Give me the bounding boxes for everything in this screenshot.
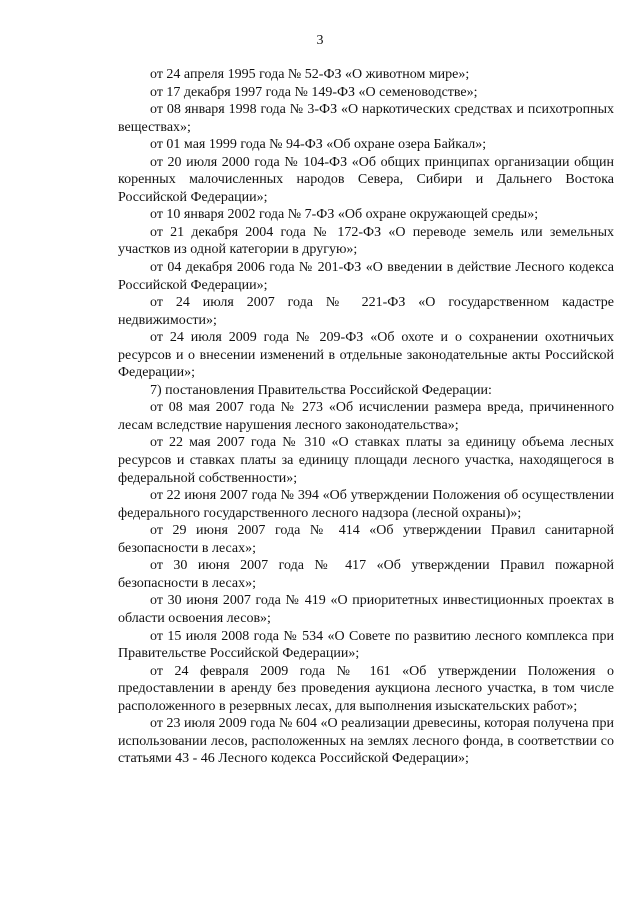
paragraph-decree-273: от 08 мая 2007 года № 273 «Об исчислении размера вреда, причиненного лесам вследствие нарушения лесного законодательства»; <box>118 400 614 433</box>
paragraph-decree-414: от 29 июня 2007 года № 414 «Об утверждении Правил санитарной безопасности в лесах»; <box>118 523 614 556</box>
paragraph-law-narcotics: от 08 января 1998 года № 3-ФЗ «О наркотических средствах и психотропных веществах»; <box>118 102 614 135</box>
paragraph-law-animal-world: от 24 апреля 1995 года № 52-ФЗ «О животном мире»; <box>150 67 470 82</box>
paragraph-decree-310: от 22 мая 2007 года № 310 «О ставках платы за единицу объема лесных ресурсов и ставках платы за единицу площади лесного участка, находящегося в федеральной собственности»; <box>118 435 614 486</box>
page-number: 3 <box>316 33 324 48</box>
document-body <box>118 66 614 768</box>
paragraph-law-real-estate-cadastre: от 24 июля 2007 года № 221-ФЗ «О государственном кадастре недвижимости»; <box>118 295 614 328</box>
paragraph-decree-534: от 15 июля 2008 года № 534 «О Совете по развитию лесного комплекса при Правительстве Российской Федерации»; <box>118 628 614 662</box>
paragraph-decree-417: от 30 июня 2007 года № 417 «Об утверждении Правил пожарной безопасности в лесах»; <box>118 558 614 591</box>
paragraph-law-hunting: от 24 июля 2009 года № 209-ФЗ «Об охоте и о сохранении охотничьих ресурсов и о внесении изменений в отдельные законодательные акты Российской Федерации»; <box>118 330 614 381</box>
paragraph-decree-161: от 24 февраля 2009 года № 161 «Об утверждении Положения о предоставлении в аренду без проведения аукциона лесного участка, в том числе расположенного в резервных лесах, для выполнения изыскательских работ»; <box>118 663 614 714</box>
paragraph-decree-394: от 22 июня 2007 года № 394 «Об утверждении Положения об осуществлении федерального государственного лесного надзора (лесной охраны)»; <box>118 488 614 521</box>
paragraph-law-land-transfer: от 21 декабря 2004 года № 172-ФЗ «О переводе земель или земельных участков из одной категории в другую»; <box>118 224 614 258</box>
paragraph-law-environmental-protection: от 10 января 2002 года № 7-ФЗ «Об охране окружающей среды»; <box>150 207 539 223</box>
paragraph-law-lake-baikal: от 01 мая 1999 года № 94-ФЗ «Об охране озера Байкал»; <box>150 137 487 153</box>
paragraph-law-indigenous-communities: от 20 июля 2000 года № 104-ФЗ «Об общих принципах организации общин коренных малочисленных народов Севера, Сибири и Дальнего Востока Российской Федерации»; <box>118 154 614 205</box>
paragraph-law-forest-code-enactment: от 04 декабря 2006 года № 201-ФЗ «О введении в действие Лесного кодекса Российской Федерации»; <box>118 260 614 293</box>
paragraph-decree-419: от 30 июня 2007 года № 419 «О приоритетных инвестиционных проектах в области освоения лесов»; <box>118 593 614 626</box>
paragraph-section-government-decrees: 7) постановления Правительства Российской Федерации: <box>150 382 492 398</box>
paragraph-law-seed-production: от 17 декабря 1997 года № 149-ФЗ «О семеноводстве»; <box>150 84 478 100</box>
paragraph-decree-604: от 23 июля 2009 года № 604 «О реализации древесины, которая получена при использовании лесов, расположенных на землях лесного фонда, в соответствии со статьями 43 - 46 Лесного кодекса Российской Федерации»; <box>118 716 614 767</box>
